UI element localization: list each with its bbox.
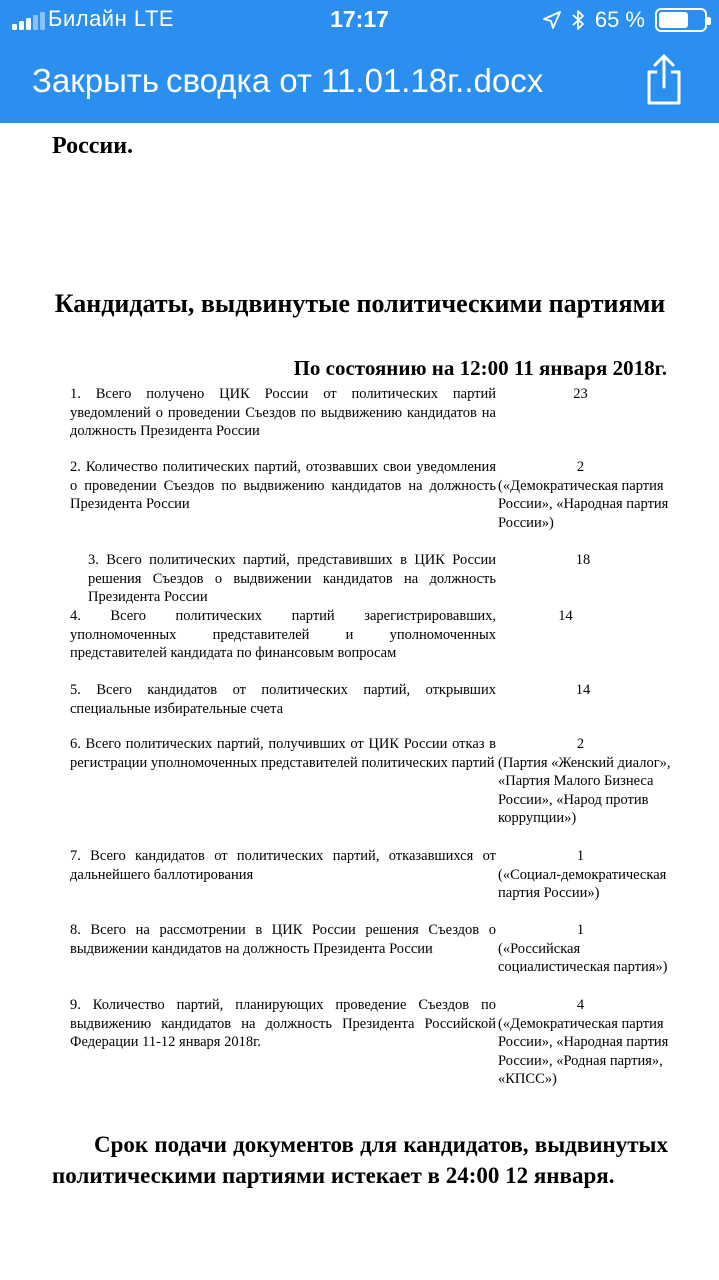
list-item-2: 2. Количество политических партий, отозвавших свои уведомления о проведении Съездов по выдвижению кандидатов на должность Президента России (70, 459, 496, 512)
status-right (543, 7, 707, 33)
list-item-5-value: 14 (575, 682, 591, 698)
carrier-label: Билайн LTE (48, 6, 175, 31)
list-item-1-value: 23 (573, 386, 588, 402)
list-item-5: 5. Всего кандидатов от политических партий, открывших специальные избирательные счета (70, 682, 496, 717)
document-view[interactable] (0, 123, 719, 1280)
location-arrow-icon (543, 11, 561, 29)
list-item-6-note: (Партия «Женский диалог», «Партия Малого Бизнеса России», «Народ против коррупции») (498, 754, 671, 826)
list-item-6: 6. Всего политических партий, получивших от ЦИК России отказ в регистрации уполномоченных представителей политических партий (70, 736, 496, 771)
document-heading: Кандидаты, выдвинутые политическими партиями (54, 289, 666, 318)
document-title: сводка от 11.01.18г..docx (166, 62, 544, 99)
top-bar (0, 0, 719, 123)
list-item-8: 8. Всего на рассмотрении в ЦИК России решения Съездов о выдвижении кандидатов на должность Президента России (70, 922, 496, 957)
list-item-2-value: 2 («Демократическая партия России», «Народная партия России») (498, 459, 669, 531)
share-icon[interactable] (642, 54, 686, 106)
list-item-8-value: 1 («Российская социалистическая партия») (498, 922, 668, 975)
list-item-3: 3. Всего политических партий, представивших в ЦИК России решения Съездов о выдвижении кандидатов на должность Президента России (88, 552, 496, 605)
list-item-2-note: («Демократическая партия России», «Народная партия России») (498, 477, 669, 531)
nav-bar (0, 40, 719, 123)
list-item-6-value: 2 (Партия «Женский диалог», «Партия Малого Бизнеса России», «Народ против коррупции») (498, 736, 671, 826)
list-item-4: 4. Всего политических партий зарегистрировавших, уполномоченных представителей и уполномоченных представителей кандидата по финансовым вопросам (70, 608, 496, 661)
list-item-9: 9. Количество партий, планирующих проведение Съездов по выдвижению кандидатов на должность Президента Российской Федерации 11-12 января 2018г. (70, 997, 496, 1050)
list-item-7-note: («Социал-демократическая партия России») (498, 866, 667, 901)
battery-icon (655, 8, 707, 32)
list-item-1: 1. Всего получено ЦИК России от политических партий уведомлений о проведении Съездов по выдвижению кандидатов на должность Президента России (70, 386, 496, 439)
previous-section-tail: России. (52, 133, 134, 159)
close-button[interactable]: Закрыть (32, 62, 160, 99)
status-bar (0, 0, 719, 40)
battery-percent: 65 % (594, 7, 645, 32)
list-item-9-note: («Демократическая партия России», «Народная партия России», «Родная партия», «КПСС») (498, 1015, 669, 1087)
list-item-3-value: 18 (575, 552, 591, 568)
clock: 17:17 (330, 6, 389, 32)
deadline-paragraph: Срок подачи документов для кандидатов, выдвинутых политическими партиями истекает в 24:00 12 января. (52, 1132, 668, 1188)
bluetooth-icon (571, 9, 585, 31)
as-of-date: По состоянию на 12:00 11 января 2018г. (293, 356, 667, 380)
list-item-7-value: 1 («Социал-демократическая партия России») (498, 848, 667, 901)
list-item-9-value: 4 («Демократическая партия России», «Народная партия России», «Родная партия», «КПСС») (498, 997, 669, 1087)
list-item-8-note: («Российская социалистическая партия») (498, 940, 668, 975)
list-item-4-value: 14 (558, 608, 573, 624)
list-item-7: 7. Всего кандидатов от политических партий, отказавшихся от дальнейшего баллотирования (70, 848, 496, 883)
